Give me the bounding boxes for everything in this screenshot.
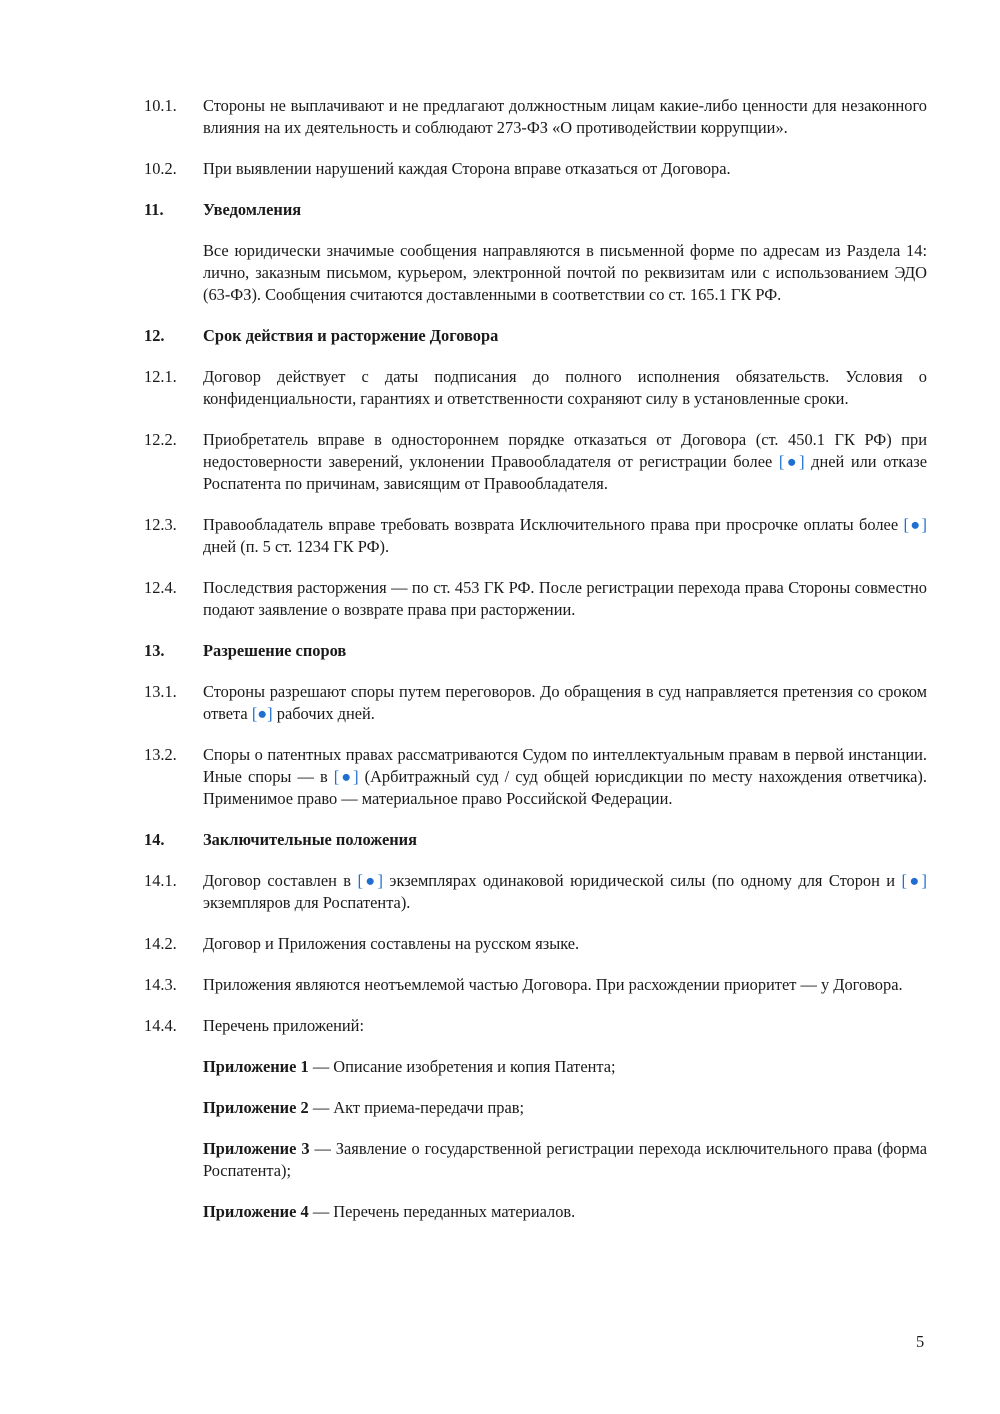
section-number: 14. <box>144 830 165 849</box>
annex-item <box>203 1097 927 1119</box>
annex-label: Приложение 4 <box>203 1202 309 1221</box>
clause-text-part: дней или отказе Роспатента по причинам, зависящим от Правообладателя. <box>203 452 927 493</box>
clause-10-2 <box>144 158 927 180</box>
clause-number: 12.1. <box>144 367 177 386</box>
clause-text <box>203 514 927 558</box>
clause-text-part: Договор составлен в <box>203 871 352 890</box>
section-heading-13 <box>144 640 927 662</box>
placeholder-marker: [●] <box>251 704 273 723</box>
section-number: 12. <box>144 326 165 345</box>
section-heading-11 <box>144 199 927 221</box>
clause-number: 14.3. <box>144 975 177 994</box>
annex-item <box>203 1056 927 1078</box>
section-number: 13. <box>144 641 165 660</box>
clause-text-part: Приобретатель вправе в одностороннем порядке отказаться от Договора (ст. 450.1 ГК РФ) при недостоверности заверений, уклонении Правообладателя от регистрации более <box>203 430 927 471</box>
clause-number: 13.1. <box>144 682 177 701</box>
clause-text <box>203 870 927 914</box>
clause-text <box>203 744 927 810</box>
annex-text: — Описание изобретения и копия Патента; <box>312 1057 616 1076</box>
clause-text: Перечень приложений: <box>203 1016 364 1035</box>
section-heading-12 <box>144 325 927 347</box>
clause-number: 14.4. <box>144 1016 177 1035</box>
clause-14-4 <box>144 1015 927 1037</box>
clause-14-1 <box>144 870 927 914</box>
section-number: 11. <box>144 200 164 219</box>
clause-number: 13.2. <box>144 745 177 764</box>
clause-13-1 <box>144 681 927 725</box>
clause-number: 10.2. <box>144 159 177 178</box>
clause-13-2 <box>144 744 927 810</box>
clause-text: Договор действует с даты подписания до полного исполнения обязательств. Условия о конфиденциальности, гарантиях и ответственности сохраняют силу в установленные сроки. <box>203 367 927 408</box>
placeholder-marker: [●] <box>901 871 928 890</box>
placeholder-marker: [●] <box>903 515 927 534</box>
clause-number: 12.3. <box>144 515 177 534</box>
clause-number: 14.1. <box>144 871 177 890</box>
clause-text <box>203 429 927 495</box>
clause-text-part: дней (п. 5 ст. 1234 ГК РФ). <box>203 537 390 556</box>
clause-10-1 <box>144 95 927 139</box>
annex-item <box>203 1138 927 1182</box>
section-title: Заключительные положения <box>203 830 417 849</box>
section-title: Разрешение споров <box>203 641 347 660</box>
placeholder-marker: [●] <box>333 767 359 786</box>
clause-text: При выявлении нарушений каждая Сторона вправе отказаться от Договора. <box>203 159 731 178</box>
clause-text: Приложения являются неотъемлемой частью Договора. При расхождении приоритет — у Договора. <box>203 975 903 994</box>
annex-text: — Перечень переданных материалов. <box>312 1202 576 1221</box>
clause-14-2 <box>144 933 927 955</box>
clause-text-part: Правообладатель вправе требовать возврата Исключительного права при просрочке оплаты более <box>203 515 899 534</box>
clause-text-part: Споры о патентных правах рассматриваются Судом по интеллектуальным правам в первой инстанции. Иные споры — в <box>203 745 927 786</box>
clause-number: 10.1. <box>144 96 177 115</box>
clause-text: Договор и Приложения составлены на русском языке. <box>203 934 580 953</box>
page-number: 5 <box>916 1332 925 1351</box>
clause-text: Последствия расторжения — по ст. 453 ГК РФ. После регистрации перехода права Стороны совместно подают заявление о возврате права при расторжении. <box>203 578 927 619</box>
clause-12-3 <box>144 514 927 558</box>
clause-14-3 <box>144 974 927 996</box>
clause-12-2 <box>144 429 927 495</box>
section-heading-14 <box>144 829 927 851</box>
clause-text: Стороны не выплачивают и не предлагают должностным лицам какие-либо ценности для незаконного влияния на их деятельность и соблюдают 273-ФЗ «О противодействии коррупции». <box>203 96 927 137</box>
placeholder-marker: [●] <box>357 871 383 890</box>
annex-item <box>203 1201 927 1223</box>
clause-12-1 <box>144 366 927 410</box>
placeholder-marker: [●] <box>778 452 805 471</box>
clause-number: 12.2. <box>144 430 177 449</box>
clause-text-part: Стороны разрешают споры путем переговоров. До обращения в суд направляется претензия со сроком ответа <box>203 682 927 723</box>
section-title: Срок действия и расторжение Договора <box>203 326 499 345</box>
section-title: Уведомления <box>203 200 302 219</box>
document-body <box>144 95 927 1242</box>
clause-text-part: (Арбитражный суд / суд общей юрисдикции по месту нахождения ответчика). Применимое право — материальное право Российской Федерации. <box>203 767 927 808</box>
clause-text-part: экземплярах одинаковой юридической силы (по одному для Сторон и <box>389 871 896 890</box>
annex-label: Приложение 3 <box>203 1139 310 1158</box>
clause-number: 12.4. <box>144 578 177 597</box>
annex-text: — Заявление о государственной регистрации перехода исключительного права (форма Роспатента); <box>203 1139 927 1180</box>
clause-number: 14.2. <box>144 934 177 953</box>
annex-label: Приложение 1 <box>203 1057 309 1076</box>
clause-text <box>203 681 927 725</box>
annex-label: Приложение 2 <box>203 1098 309 1117</box>
section-11-paragraph: Все юридически значимые сообщения направляются в письменной форме по адресам из Раздела 14: лично, заказным письмом, курьером, электронной почтой по реквизитам или с использованием ЭДО (63-ФЗ). Сообщения считаются доставленными в соответствии со ст. 165.1 ГК РФ. <box>203 241 927 304</box>
clause-12-4 <box>144 577 927 621</box>
annex-text: — Акт приема-передачи прав; <box>312 1098 525 1117</box>
clause-text-part: экземпляров для Роспатента). <box>203 893 411 912</box>
clause-text-part: рабочих дней. <box>276 704 375 723</box>
